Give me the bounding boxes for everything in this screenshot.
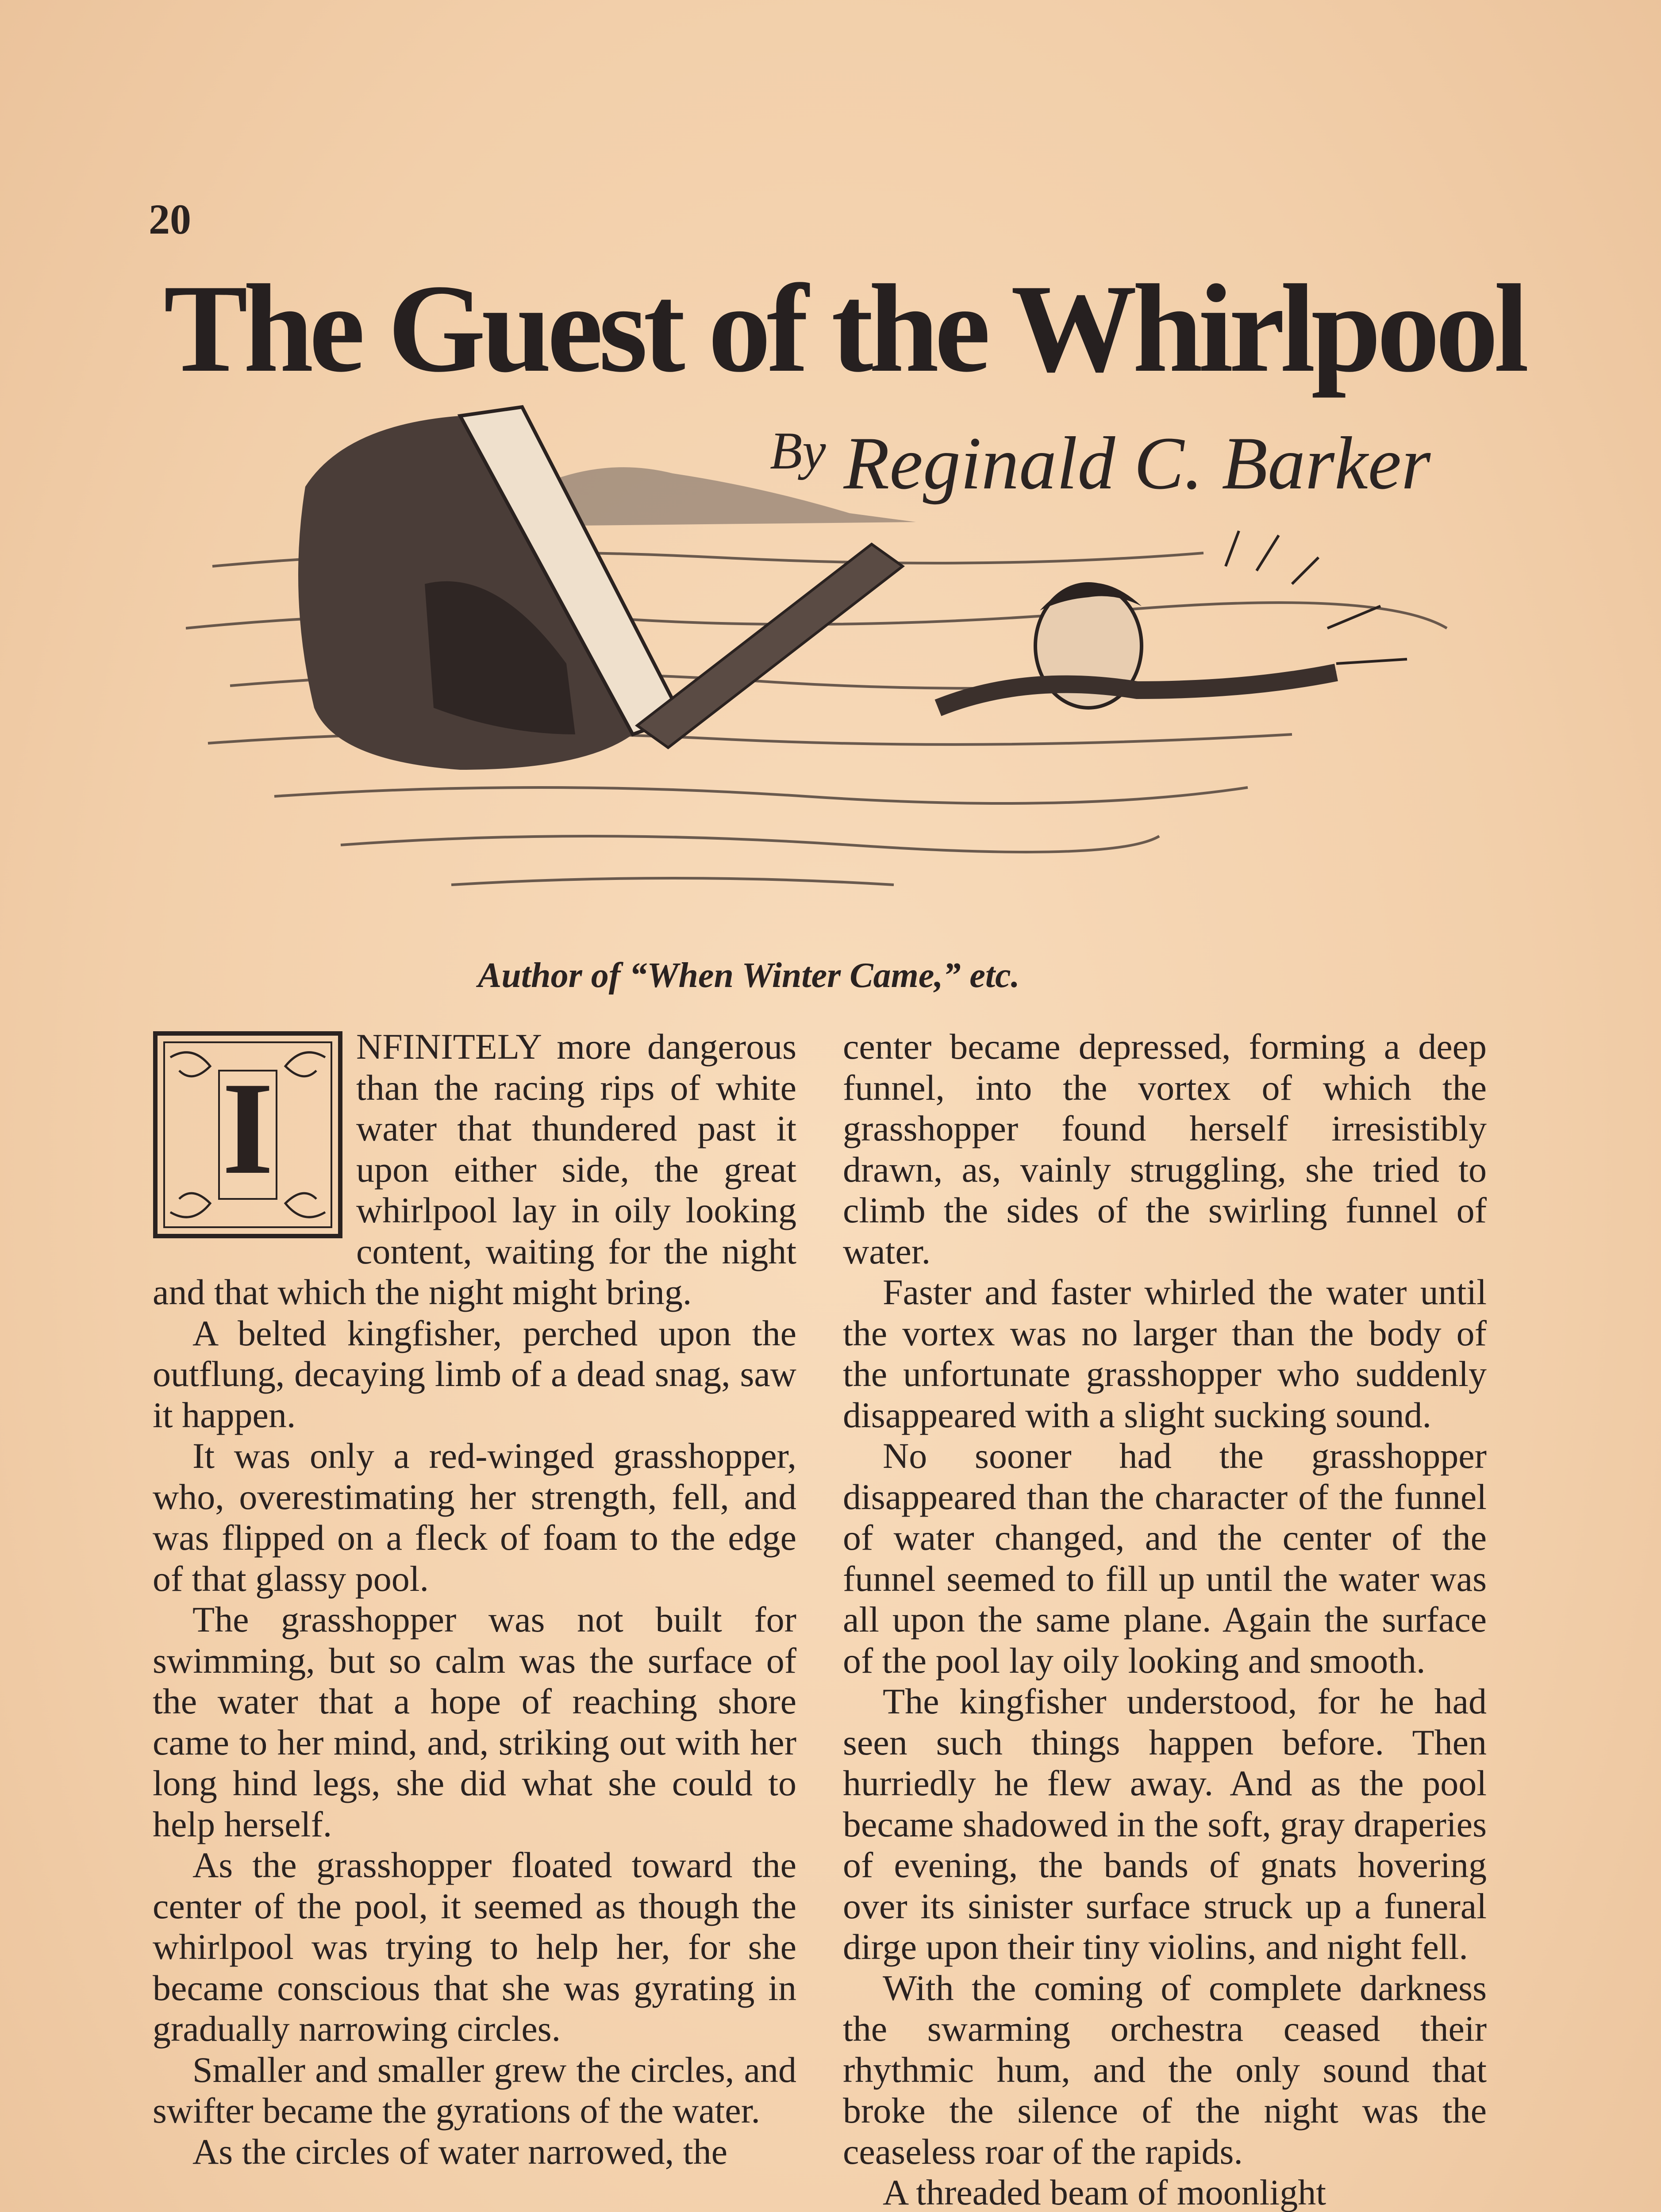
byline-prefix: By bbox=[770, 421, 826, 480]
paragraph: center became depressed, forming a deep funnel, into the vortex of which the grasshopper found herself irresistibly drawn, as, vainly struggling, she tried to climb the sides of the swirling funnel of water. bbox=[843, 1026, 1487, 1271]
author-name: Reginald C. Barker bbox=[843, 422, 1431, 505]
paragraph: A threaded beam of moonlight bbox=[883, 2172, 1326, 2212]
paragraph: No sooner had the grasshopper disappeared than the character of the funnel of water changed, and the center of the funnel seemed to fill up until the water was all upon the same plane. Again the surface of the pool lay oily looking and smooth. bbox=[843, 1436, 1487, 1681]
paragraph: The grasshopper was not built for swimming, but so calm was the surface of the water that a hope of reaching shore came to her mind, and, striking out with her long hind legs, she did what she could to help herself. bbox=[153, 1599, 796, 1844]
paragraph: As the circles of water narrowed, the bbox=[192, 2131, 727, 2172]
paragraph: NFINITELY more dangerous than the racing rips of white water that thundered past it upon either side, the great whirlpool lay in oily looking content, waiting for the night and that which the night might bring. bbox=[153, 1026, 796, 1312]
story-title: The Guest of the Whirlpool bbox=[164, 258, 1525, 398]
paragraph: With the coming of complete darkness the swarming orchestra ceased their rhythmic hum, and the only sound that broke the silence of the night was the ceaseless roar of the rapids. bbox=[843, 1967, 1487, 2172]
author-credit: Author of “When Winter Came,” etc. bbox=[478, 956, 1020, 995]
text-column-left bbox=[153, 1026, 796, 2172]
paragraph: A belted kingfisher, perched upon the outflung, decaying limb of a dead snag, saw it happen. bbox=[153, 1313, 796, 1435]
paragraph: Faster and faster whirled the water until the vortex was no larger than the body of the unfortunate grasshopper who suddenly disappeared with a slight sucking sound. bbox=[843, 1272, 1487, 1435]
page-number: 20 bbox=[149, 196, 191, 243]
drop-cap bbox=[153, 1026, 343, 1234]
text-column-right bbox=[843, 1026, 1487, 2212]
paragraph: Smaller and smaller grew the circles, and swifter became the gyrations of the water. bbox=[153, 2049, 796, 2131]
drop-cap-letter: I bbox=[222, 1055, 274, 1202]
paragraph: The kingfisher understood, for he had seen such things happen before. Then hurriedly he flew away. And as the pool became shadowed in the soft, gray draperies of evening, the bands of gnats hovering over its sinister surface struck up a funeral dirge upon their tiny violins, and night fell. bbox=[843, 1681, 1487, 1967]
paragraph: It was only a red-winged grasshopper, who, overestimating her strength, fell, and was flipped on a fleck of foam to the edge of that glassy pool. bbox=[153, 1436, 796, 1599]
paragraph: As the grasshopper floated toward the center of the pool, it seemed as though the whirlpool was trying to help her, for she became conscious that she was gyrating in gradually narrowing circles. bbox=[153, 1845, 796, 2049]
byline bbox=[770, 420, 1478, 507]
